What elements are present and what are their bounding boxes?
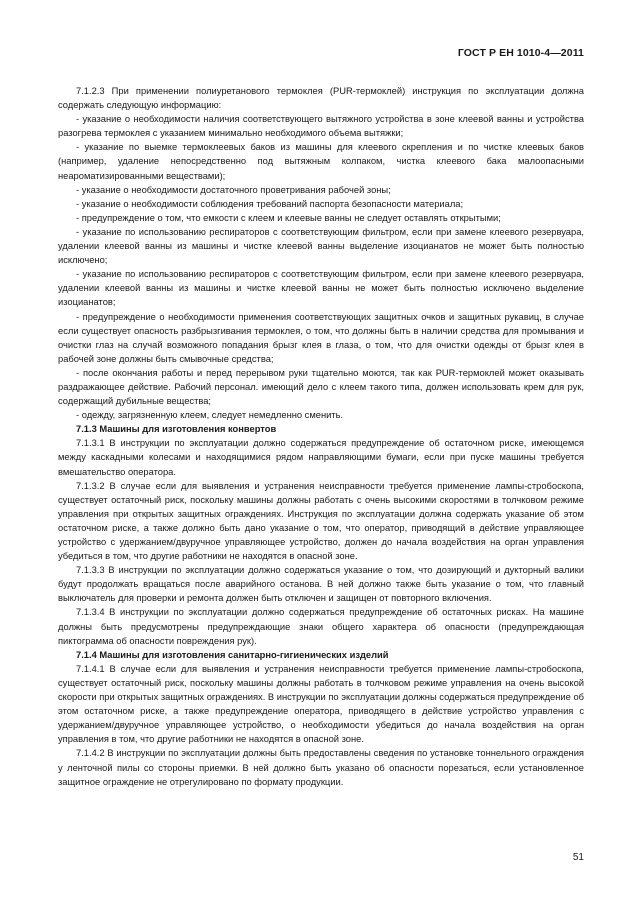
paragraph: 7.1.3.4 В инструкции по эксплуатации должно содержаться предупреждение об остаточных рисках. На машине должны быть предусмотрены предупреждающие знаки общего характера об опасности (предупреждающая пиктограмма об опасности повреждения рук). [58,607,584,646]
list-item: - предупреждение о необходимости применения соответствующих защитных очков и защитных рукавиц, в случае если существует опасность разбрызгивания термоклея, о том, что должны быть в наличии средства для промывания и очистки глаз на случай возможного попадания брызг клея в глаза, о том, что для очистки одежды от брызг клея в рабочей зоне должны быть смывочные средства; [58,311,584,364]
section-heading: 7.1.3 Машины для изготовления конвертов [76,424,277,435]
paragraph: 7.1.3.3 В инструкции по эксплуатации должно содержаться указание о том, что дозирующий и дукторный валики будут продолжать вращаться после аварийного останова. В ней должно также быть указание о том, что главный выключатель для проверки и ремонта должен быть отключен и защищен от повторного включения. [58,565,584,604]
paragraph: 7.1.2.3 При применении полиуретанового термоклея (PUR-термоклей) инструкция по эксплуатации должна содержать следующую информацию: [58,86,584,111]
list-item: - указание по использованию респираторов с соответствующим фильтром, если при замене клеевого резервуара, удалении клеевой ванны из машины и чистке клеевой ванны выделение изоцианатов не может быть полностью исключено; [58,226,584,266]
paragraph: 7.1.4.2 В инструкции по эксплуатации должны быть предоставлены сведения по установке тоннельного ограждения у ленточной пилы со стороны приемки. В ней должно быть указано об опасности порезаться, если установленное защитное ограждение не отрегулировано по формату продукции. [58,748,584,787]
list-item: - предупреждение о том, что емкости с клеем и клеевые ванны не следует оставлять открытыми; [76,212,501,223]
list-item: - указание о необходимости соблюдения требований паспорта безопасности материала; [76,198,464,209]
list-item: - указание о необходимости наличия соответствующего вытяжного устройства в зоне клеевой ванны и устройства разогрева термоклея с указанием минимально необходимого объема вытяжки; [58,114,584,139]
paragraph: 7.1.3.2 В случае если для выявления и устранения неисправности требуется применение лампы-стробоскопа, существует остаточный риск, поскольку машины должны работать с очень высокими скоростями в толчковом режиме управления при открытых защитных ограждениях. Инструкция по эксплуатации должна содержать указание об этом остаточном риске, а также должно быть дано указание о том, что оператор, приводящий в действие управляющее устройство с удержанием/двуручное управляющее устройство, должен до начала воздействия на орган управления убедиться в том, что другие работники не находятся в опасной зоне. [58,480,584,562]
section-heading: 7.1.4 Машины для изготовления санитарно-гигиенических изделий [76,649,389,660]
list-item: - после окончания работы и перед перерывом руки тщательно моются, так как PUR-термоклей может оказывать раздражающее действие. Рабочий персонал. имеющий дело с клеем такого типа, должен использовать крем для рук, содержащий дубильные вещества; [58,367,584,407]
list-item: - указание по использованию респираторов с соответствующим фильтром, если при замене клеевого резервуара, удалении клеевой ванны из машины и чистке клеевой ванны не может быть полностью исключено выделение изоцианатов; [58,269,584,308]
list-item: - одежду, загрязненную клеем, следует немедленно сменить. [76,410,344,421]
list-item: - указание о необходимости достаточного проветривания рабочей зоны; [76,184,391,195]
document-body [58,84,584,789]
paragraph: 7.1.4.1 В случае если для выявления и устранения неисправности требуется применение лампы-стробоскопа, существует остаточный риск, поскольку машины должны работать в толчковом режиме управления на очень высокой скорости при открытых защитных ограждениях. В инструкции по эксплуатации должны содержаться предупреждение об этом остаточном риске, а также предупреждение оператора, приводящего в действие устройство управления с удержанием/двуручное управляющее устройство, о необходимости убедиться до начала воздействия на орган управления в том, что другие работники не находятся в опасной зоне. [58,663,584,745]
paragraph: 7.1.3.1 В инструкции по эксплуатации должно содержаться предупреждение об остаточном риске, имеющемся между каскадными колесами и находящимися рядом направляющими бумаги, если при пуске машины требуется вмешательство оператора. [58,438,584,477]
list-item: - указание по выемке термоклеевых баков из машины для клеевого скрепления и по чистке клеевых баков (например, удаление непосредственно под вытяжным колпаком, чистка клеевого бака малоопасными неароматизированными веществами); [58,142,584,181]
page-number: 51 [572,852,584,863]
document-standard-id: ГОСТ Р ЕН 1010-4—2011 [457,47,584,59]
